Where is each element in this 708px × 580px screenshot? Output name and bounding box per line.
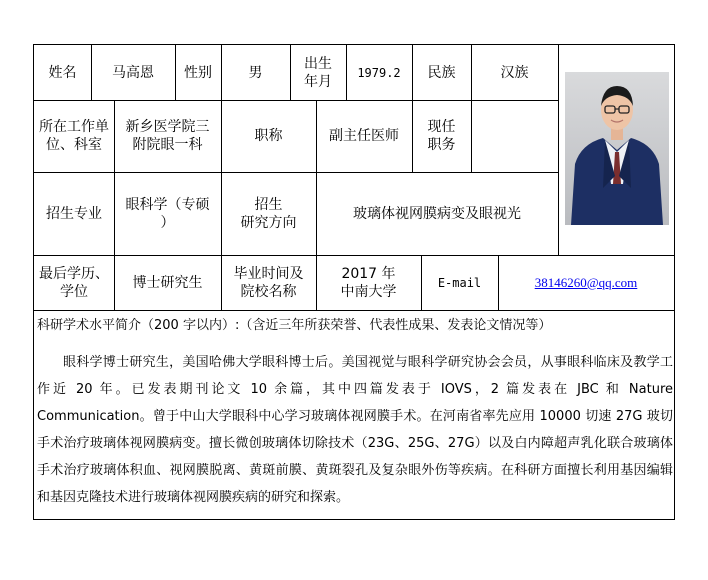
email-label-text: E-mail [437,275,482,290]
direction-label-line2: 研究方向 [240,214,297,231]
graduation-value-line2: 中南大学 [340,283,397,300]
degree-value-text: 博士研究生 [132,274,203,291]
position-label-line2: 职务 [427,137,456,153]
position-value [471,100,558,172]
email-link[interactable]: 38146260@qq.com [534,274,638,290]
portrait-image [565,72,669,225]
intro-body: 眼科学博士研究生，美国哈佛大学眼科博士后。美国视觉与眼科学研究协会会员，从事眼科临床及教学工作近 20 年。已发表期刊论文 10 余篇，其中四篇发表于 IOVS，2 篇发表在 JBC 和 Nature Communication。曾于中山大学眼科中心学习玻璃体视网膜手术。在河南省率先应用 10000 切速 27G 玻切手术治疗玻璃体视网膜病变。擅长微创玻璃体切除技术（23G、25G、27G）以及白内障超声乳化联合玻璃体手术治疗玻璃体积血、视网膜脱离、黄斑前膜、黄斑裂孔及复杂眼外伤等疾病。在科研方面擅长利用基因编辑和基因克隆技术进行玻璃体视网膜疾病的研究和探索。 [37,355,673,505]
workplace-label-line2: 位、科室 [46,137,102,153]
workplace-value-line1: 新乡医学院三 [125,119,210,135]
direction-label-line1: 招生 [254,196,283,213]
graduation-label-line1: 毕业时间及 [233,265,304,282]
birth-label-line1: 出生 [304,55,332,72]
graduation-value-line1: 2017 年 [341,265,396,282]
graduation-value [316,255,421,310]
direction-label [221,172,316,255]
major-value-line2: ） [160,214,175,231]
name-value-text: 马高恩 [112,64,154,81]
birth-label [290,45,346,100]
profile-photo [565,72,669,225]
title-label-text: 职称 [254,128,283,144]
title-value [316,100,412,172]
degree-label-line1: 最后学历、 [39,265,109,282]
degree-label-line2: 学位 [60,283,88,300]
direction-value-text: 玻璃体视网膜病变及眼视光 [353,205,521,222]
gender-label-text: 性别 [184,64,212,81]
title-value-text: 副主任医师 [329,128,399,144]
intro-title: 科研学术水平简介（200 字以内）:（含近三年所获荣誉、代表性成果、发表论文情况等） [37,318,552,333]
name-label-text: 姓名 [48,64,77,81]
gender-value [221,45,290,100]
photo-column-divider [558,45,559,255]
birth-value-text: 1979.2 [357,65,401,80]
email-label [421,255,498,310]
title-label [221,100,316,172]
profile-table [33,44,675,520]
workplace-value [114,100,221,172]
major-label-text: 招生专业 [46,205,102,222]
direction-value [316,172,558,255]
gender-label [175,45,221,100]
position-label [412,100,471,172]
ethnicity-value [471,45,558,100]
ethnicity-label [412,45,471,100]
graduation-label-line2: 院校名称 [240,283,297,300]
graduation-label [221,255,316,310]
name-value [91,45,175,100]
birth-label-line2: 年月 [304,73,332,90]
workplace-label-line1: 所在工作单 [39,119,109,135]
workplace-label [34,100,114,172]
email-value [498,255,674,310]
major-value-line1: 眼科学（专硕 [125,196,210,213]
row-divider-4 [34,310,674,311]
gender-value-text: 男 [248,64,263,81]
birth-value [346,45,412,100]
position-label-line1: 现任 [427,119,456,135]
name-label [34,45,91,100]
major-label [34,172,114,255]
workplace-value-line2: 附院眼一科 [132,137,203,153]
ethnicity-label-text: 民族 [427,64,456,81]
degree-label [34,255,114,310]
degree-value [114,255,221,310]
ethnicity-value-text: 汉族 [500,64,529,81]
major-value [114,172,221,255]
